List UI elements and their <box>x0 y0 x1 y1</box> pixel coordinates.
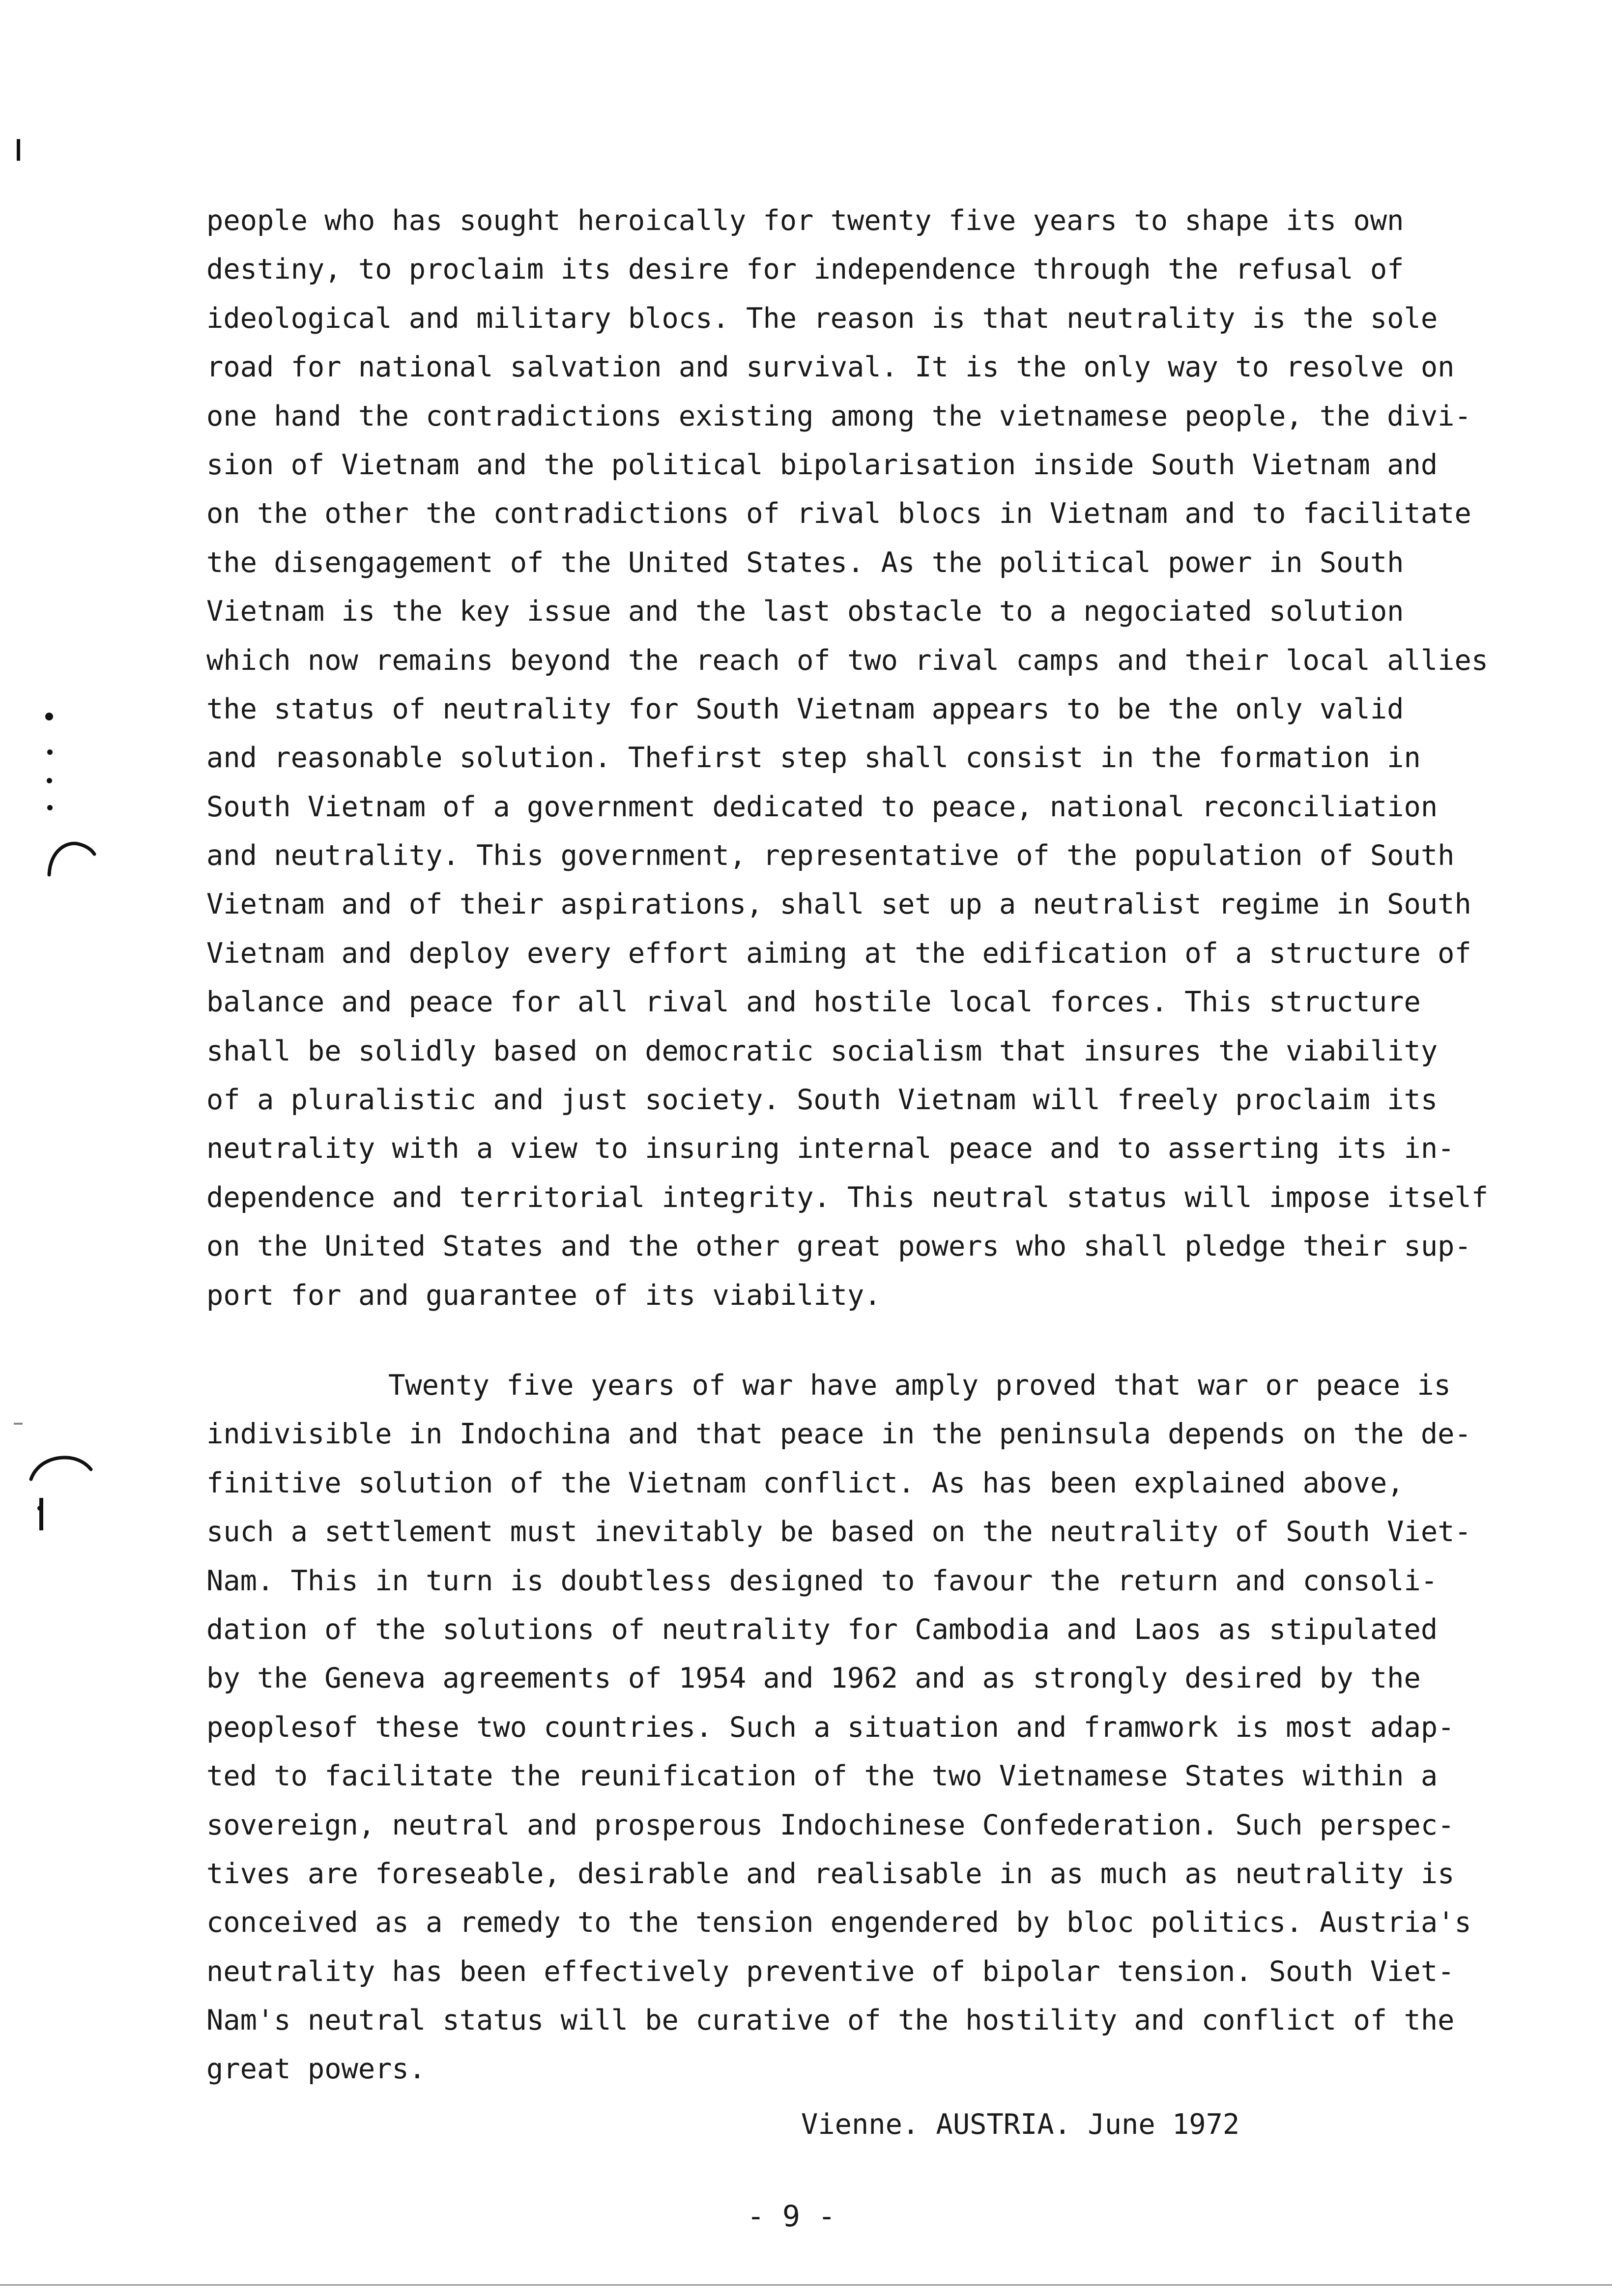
punch-hole-arc <box>45 835 99 880</box>
text-line: balance and peace for all rival and hostile local forces. This structure <box>206 986 1421 1019</box>
text-line: neutrality with a view to insuring internal peace and to asserting its in- <box>206 1132 1455 1165</box>
place-date-line: Vienne. AUSTRIA. June 1972 <box>801 2108 1240 2141</box>
text-line: indivisible in Indochina and that peace in the peninsula depends on the de- <box>206 1418 1471 1451</box>
text-line: one hand the contradictions existing among the vietnamese people, the divi- <box>206 400 1471 432</box>
scan-mark <box>39 1498 43 1530</box>
page-number: - 9 - <box>747 2199 836 2234</box>
text-line: the disengagement of the United States. As the political power in South <box>206 546 1404 579</box>
body-paragraph-2 <box>206 1361 1602 2094</box>
text-line: road for national salvation and survival. It is the only way to resolve on <box>206 351 1455 384</box>
text-line: on the other the contradictions of rival blocs in Vietnam and to facilitate <box>206 497 1471 530</box>
text-line: dependence and territorial integrity. This neutral status will impose itself <box>206 1181 1489 1214</box>
text-line: and neutrality. This government, representative of the population of South <box>206 839 1455 872</box>
scan-mark <box>17 139 20 161</box>
text-line: tives are foreseable, desirable and realisable in as much as neutrality is <box>206 1857 1455 1890</box>
text-line: port for and guarantee of its viability. <box>206 1279 881 1312</box>
text-line: shall be solidly based on democratic socialism that insures the viability <box>206 1034 1438 1067</box>
text-line: ted to facilitate the reunification of the two Vietnamese States within a <box>206 1760 1438 1793</box>
text-line: on the United States and the other great powers who shall pledge their sup- <box>206 1230 1471 1263</box>
text-line: ideological and military blocs. The reason is that neutrality is the sole <box>206 302 1438 335</box>
text-line: Vietnam is the key issue and the last obstacle to a negociated solution <box>206 595 1404 628</box>
text-line: dation of the solutions of neutrality for Cambodia and Laos as stipulated <box>206 1613 1438 1646</box>
text-line: sovereign, neutral and prosperous Indochinese Confederation. Such perspec- <box>206 1808 1455 1841</box>
page-bottom-edge <box>0 2284 1612 2286</box>
text-line: by the Geneva agreements of 1954 and 1962 and as strongly desired by the <box>206 1662 1421 1695</box>
text-line: peoplesof these two countries. Such a situation and framwork is most adap- <box>206 1711 1455 1744</box>
text-line: which now remains beyond the reach of two rival camps and their local allies <box>206 644 1489 677</box>
punch-hole-arc <box>27 1450 96 1494</box>
scan-dot <box>47 749 53 755</box>
body-paragraph-1 <box>206 197 1602 1320</box>
text-line: the status of neutrality for South Vietnam appears to be the only valid <box>206 692 1404 725</box>
text-line: Vietnam and of their aspirations, shall set up a neutralist regime in South <box>206 888 1471 921</box>
text-line: South Vietnam of a government dedicated to peace, national reconciliation <box>206 790 1438 823</box>
text-line: conceived as a remedy to the tension engendered by bloc politics. Austria's <box>206 1906 1471 1939</box>
text-line: Nam. This in turn is doubtless designed to favour the return and consoli- <box>206 1564 1438 1597</box>
text-line: great powers. <box>206 2053 426 2086</box>
scan-mark <box>14 1423 23 1425</box>
text-line: people who has sought heroically for twenty five years to shape its own <box>206 204 1404 237</box>
text-line: Twenty five years of war have amply proved that war or peace is <box>388 1369 1451 1402</box>
text-line: finitive solution of the Vietnam conflict. As has been explained above, <box>206 1466 1404 1499</box>
text-line: Vietnam and deploy every effort aiming at the edification of a structure of <box>206 937 1471 970</box>
text-line: neutrality has been effectively preventive of bipolar tension. South Viet- <box>206 1955 1455 1988</box>
scan-dot <box>47 778 52 783</box>
text-line: Nam's neutral status will be curative of the hostility and conflict of the <box>206 2004 1455 2037</box>
text-line: such a settlement must inevitably be based on the neutrality of South Viet- <box>206 1516 1471 1549</box>
text-line: sion of Vietnam and the political bipolarisation inside South Vietnam and <box>206 448 1438 481</box>
scan-dot <box>47 805 53 810</box>
text-line: destiny, to proclaim its desire for independence through the refusal of <box>206 253 1404 286</box>
text-line: of a pluralistic and just society. South Vietnam will freely proclaim its <box>206 1084 1438 1117</box>
text-line: and reasonable solution. Thefirst step shall consist in the formation in <box>206 742 1421 775</box>
scan-dot <box>45 713 53 720</box>
